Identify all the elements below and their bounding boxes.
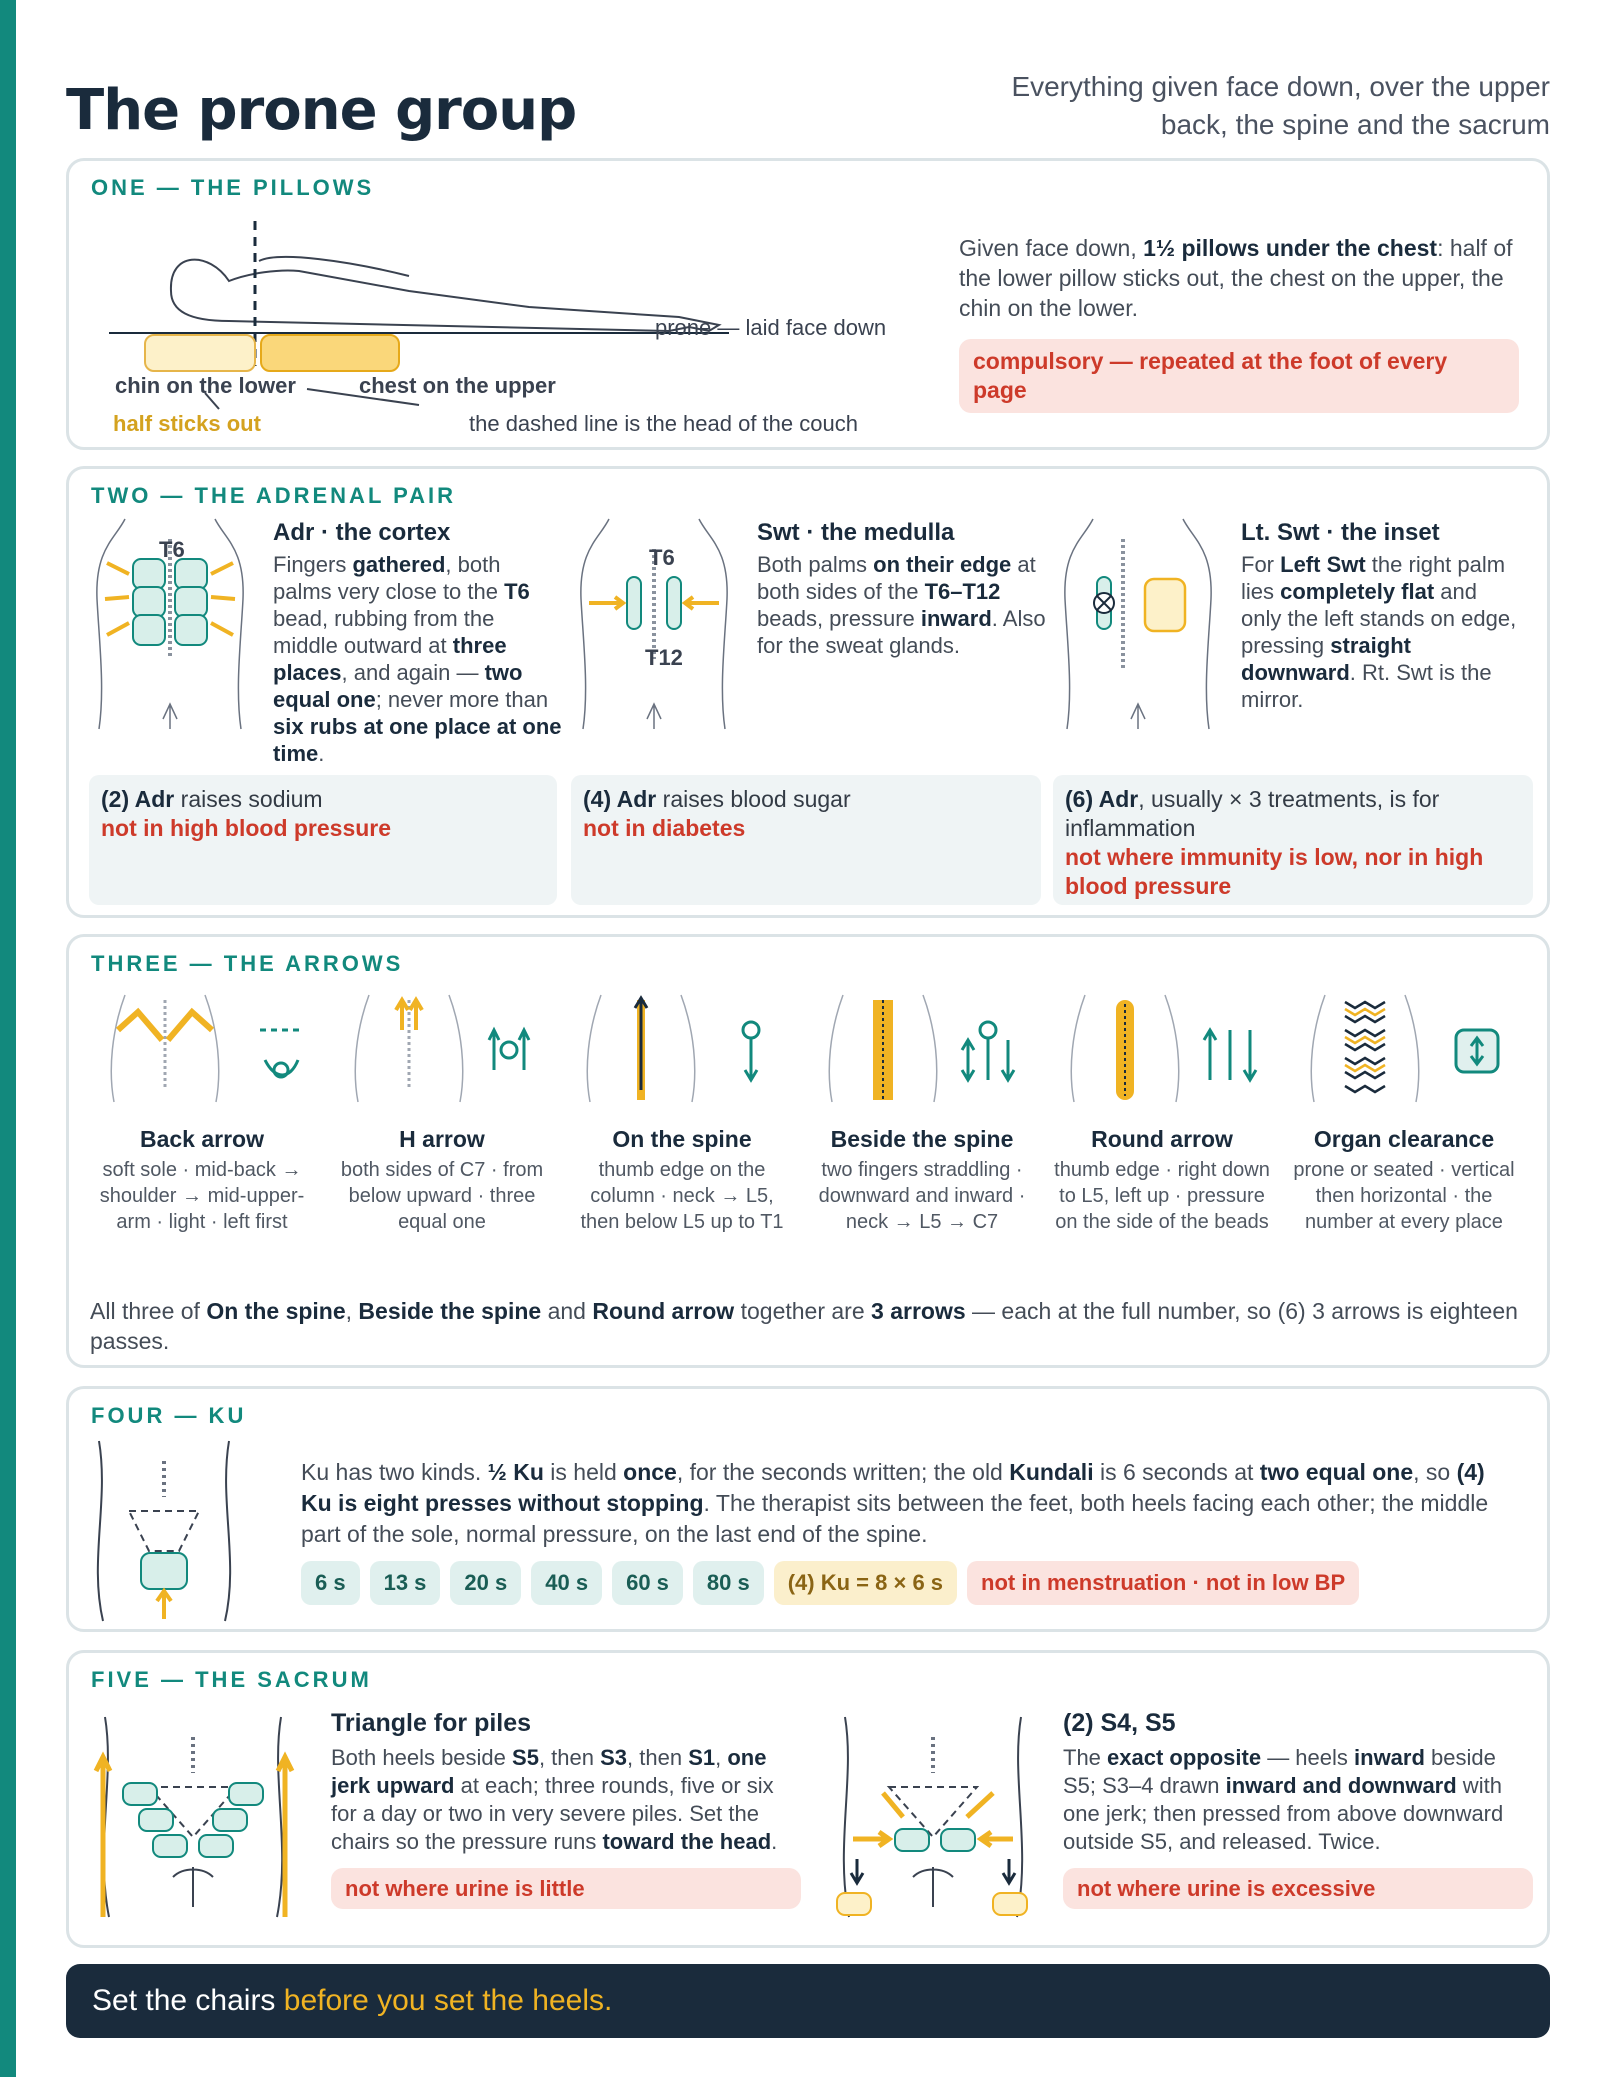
arrows-summary: All three of On the spine, Beside the spine and Round arrow together are 3 arrows — each at the full number, so (6) 3 arrows is eighteen passes. bbox=[90, 1298, 1518, 1354]
label-prone: prone — laid face down bbox=[655, 315, 887, 340]
triangle-piles-body: Both heels beside S5, then S3, then S1, one jerk upward at each; three rounds, five or six for a day or two in very severe piles. Set the chairs so the pressure runs toward the head. bbox=[331, 1745, 778, 1854]
arrow-col-beside-spine: Beside the spine two fingers straddling · downward and inward · neck → L5 → C7 bbox=[818, 1126, 1026, 1233]
chip-duration: 13 s bbox=[370, 1561, 441, 1605]
arrow-col-h: H arrow both sides of C7 · from below upward · three equal one bbox=[340, 1126, 544, 1233]
chip-duration: 6 s bbox=[301, 1561, 360, 1605]
label-t12: T12 bbox=[645, 645, 683, 670]
section-ku bbox=[66, 1386, 1550, 1632]
triangle-piles-heading: Triangle for piles bbox=[331, 1709, 532, 1737]
section-title: THREE — THE ARROWS bbox=[91, 951, 404, 976]
compulsory-warning: compulsory — repeated at the foot of every page bbox=[959, 339, 1519, 413]
lt-swt-column bbox=[1241, 519, 1521, 713]
pillows-description: Given face down, 1½ pillows under the chest: half of the lower pillow sticks out, the chest on the upper, the chin on the lower. bbox=[959, 235, 1513, 321]
lt-swt-body: For Left Swt the right palm lies completely flat and only the left stands on edge, pressing straight downward. Rt. Swt is the mirror. bbox=[1241, 552, 1517, 712]
section-title: FOUR — KU bbox=[91, 1403, 247, 1428]
swt-body: Both palms on their edge at both sides of the T6–T12 beads, pressure inward. Also for the sweat glands. bbox=[757, 552, 1046, 658]
arrow-col-round: Round arrow thumb edge · right down to L5, left up · pressure on the side of the beads bbox=[1054, 1126, 1270, 1233]
organ-clearance-illustration bbox=[1300, 990, 1500, 1110]
label-chin: chin on the lower bbox=[115, 373, 296, 398]
section-title: ONE — THE PILLOWS bbox=[91, 175, 375, 200]
arrow-col-organ: Organ clearance prone or seated · vertical then horizontal · the number at every place bbox=[1293, 1126, 1515, 1233]
triangle-piles-warning: not where urine is little bbox=[331, 1868, 801, 1909]
adr-heading: Adr · the cortex bbox=[273, 519, 451, 546]
page-title: The prone group bbox=[66, 78, 577, 143]
swt-heading: Swt · the medulla bbox=[757, 519, 955, 546]
chip-duration: 80 s bbox=[693, 1561, 764, 1605]
back-figure-lt-swt bbox=[1053, 519, 1223, 739]
footer-highlight: before you set the heels. bbox=[283, 1984, 613, 2017]
triangle-piles-illustration bbox=[93, 1717, 293, 1927]
footer-text: Set the chairs bbox=[92, 1984, 284, 2017]
triangle-piles-column bbox=[331, 1709, 801, 1909]
section-pillows bbox=[66, 158, 1550, 450]
on-spine-illustration bbox=[576, 990, 776, 1110]
adr-column bbox=[273, 519, 563, 767]
s4-s5-heading: (2) S4, S5 bbox=[1063, 1709, 1176, 1737]
chip-duration: 20 s bbox=[450, 1561, 521, 1605]
chip-duration: 40 s bbox=[531, 1561, 602, 1605]
prone-figure-illustration bbox=[109, 221, 929, 371]
section-title: TWO — THE ADRENAL PAIR bbox=[91, 483, 457, 508]
chip-ku-count: (4) Ku = 8 × 6 s bbox=[774, 1561, 957, 1605]
swt-column bbox=[757, 519, 1047, 659]
left-accent-bar bbox=[0, 0, 16, 2077]
footer-banner bbox=[66, 1964, 1550, 2038]
section-sacrum bbox=[66, 1650, 1550, 1948]
s4-s5-body: The exact opposite — heels inward beside S5; S3–4 drawn inward and downward with one jerk; then pressed from above downward outside S5, and released. Twice. bbox=[1063, 1745, 1504, 1854]
label-t6: T6 bbox=[159, 537, 185, 562]
label-chest: chest on the upper bbox=[359, 373, 556, 398]
label-t6-swt: T6 bbox=[649, 545, 675, 570]
back-arrow-illustration bbox=[100, 990, 300, 1110]
beside-spine-illustration bbox=[818, 990, 1018, 1110]
ku-sacrum-illustration bbox=[89, 1441, 239, 1621]
label-dashed-line: the dashed line is the head of the couch bbox=[469, 411, 858, 436]
note-adr-6: (6) Adr, usually × 3 treatments, is for inflammation not where immunity is low, nor in high blood pressure bbox=[1053, 775, 1533, 905]
lt-swt-heading: Lt. Swt · the inset bbox=[1241, 519, 1440, 546]
chip-duration: 60 s bbox=[612, 1561, 683, 1605]
note-adr-2: (2) Adr raises sodium not in high blood pressure bbox=[89, 775, 557, 905]
ku-description: Ku has two kinds. ½ Ku is held once, for the seconds written; the old Kundali is 6 seconds at two equal one, so (4) Ku is eight presses without stopping. The therapist sits between the feet, both heels facing each other; the middle part of the sole, normal pressure, on the last end of the spine. bbox=[301, 1459, 1489, 1547]
section-adrenal-pair bbox=[66, 466, 1550, 918]
h-arrow-illustration bbox=[344, 990, 544, 1110]
chip-ku-warning: not in menstruation · not in low BP bbox=[967, 1561, 1359, 1605]
arrow-col-on-spine: On the spine thumb edge on the column · neck → L5, then below L5 up to T1 bbox=[580, 1126, 784, 1233]
s4-s5-warning: not where urine is excessive bbox=[1063, 1868, 1533, 1909]
s4-s5-illustration bbox=[833, 1717, 1033, 1927]
s4-s5-column bbox=[1063, 1709, 1533, 1909]
round-arrow-illustration bbox=[1060, 990, 1260, 1110]
note-adr-4: (4) Adr raises blood sugar not in diabetes bbox=[571, 775, 1041, 905]
section-title: FIVE — THE SACRUM bbox=[91, 1667, 372, 1692]
label-half-sticks-out: half sticks out bbox=[113, 411, 261, 436]
adr-body: Fingers gathered, both palms very close to the T6 bead, rubbing from the middle outward at three places, and again — two equal one; never more than six rubs at one place at one time. bbox=[273, 552, 562, 766]
arrow-col-back: Back arrow soft sole · mid-back → shoulder → mid-upper-arm · light · left first bbox=[99, 1126, 305, 1233]
page-subtitle: Everything given face down, over the upper back, the spine and the sacrum bbox=[1011, 71, 1550, 140]
ku-duration-chips bbox=[301, 1561, 1369, 1605]
